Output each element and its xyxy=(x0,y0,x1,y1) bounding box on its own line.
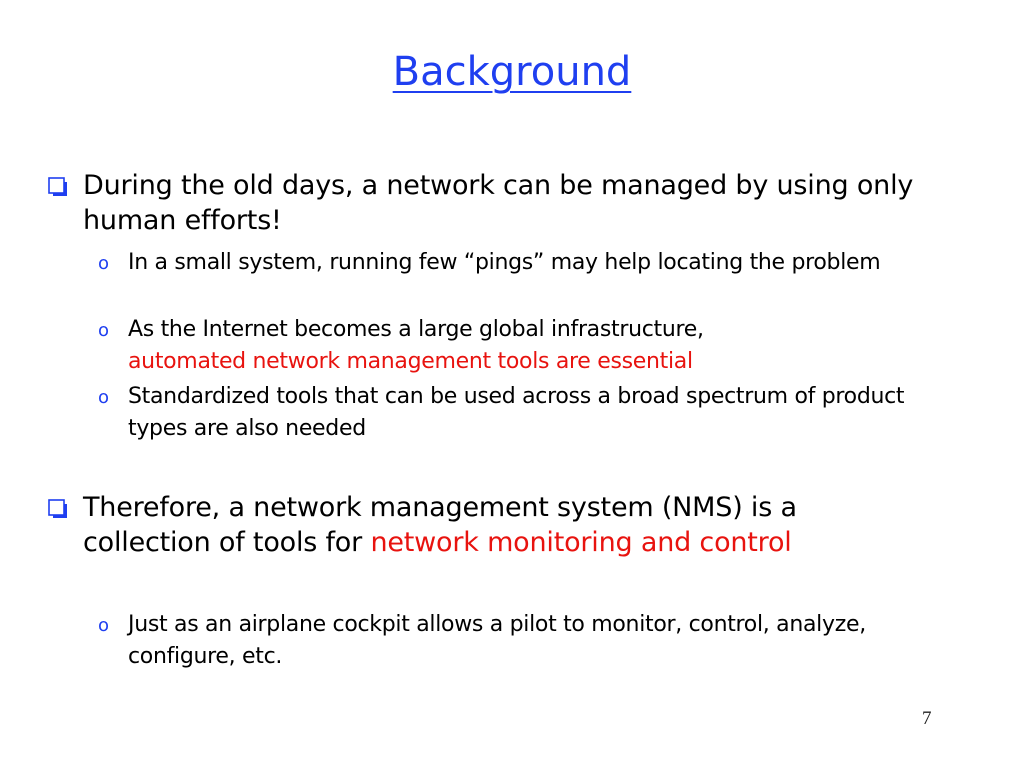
bullet-plain-text: Therefore, a network management system (NMS) is a collection of tools for xyxy=(83,492,797,558)
bullet-text xyxy=(83,490,928,560)
sub-bullet-text: Standardized tools that can be used across a broad spectrum of product types are also needed xyxy=(128,384,905,441)
hollow-square-bullet-icon xyxy=(48,177,68,197)
bullet-text: During the old days, a network can be managed by using only human efforts! xyxy=(83,170,914,236)
bullet-nms xyxy=(48,490,928,560)
bullet-old-days xyxy=(48,168,928,238)
sub-bullet-standardized xyxy=(98,381,933,445)
sub-bullet-marker: o xyxy=(98,387,110,408)
sub-bullet-text: In a small system, running few “pings” may help locating the problem xyxy=(128,250,881,275)
highlighted-phrase: automated network management tools are essential xyxy=(128,349,693,374)
highlighted-phrase: network monitoring and control xyxy=(370,527,792,558)
sub-bullet-plain-text: As the Internet becomes a large global infrastructure, xyxy=(128,317,704,342)
sub-bullet-cockpit xyxy=(98,609,933,673)
sub-bullet-pings xyxy=(98,247,933,279)
sub-bullet-text: Just as an airplane cockpit allows a pilot to monitor, control, analyze, configure, etc. xyxy=(128,612,866,669)
hollow-square-bullet-icon xyxy=(48,499,68,519)
sub-bullet-text xyxy=(128,314,933,378)
sub-bullet-internet xyxy=(98,314,933,378)
sub-bullet-marker: o xyxy=(98,320,110,341)
slide-title: Background xyxy=(392,49,632,95)
sub-bullet-marker: o xyxy=(98,615,110,636)
page-number: 7 xyxy=(922,708,932,729)
sub-bullet-marker: o xyxy=(98,253,110,274)
